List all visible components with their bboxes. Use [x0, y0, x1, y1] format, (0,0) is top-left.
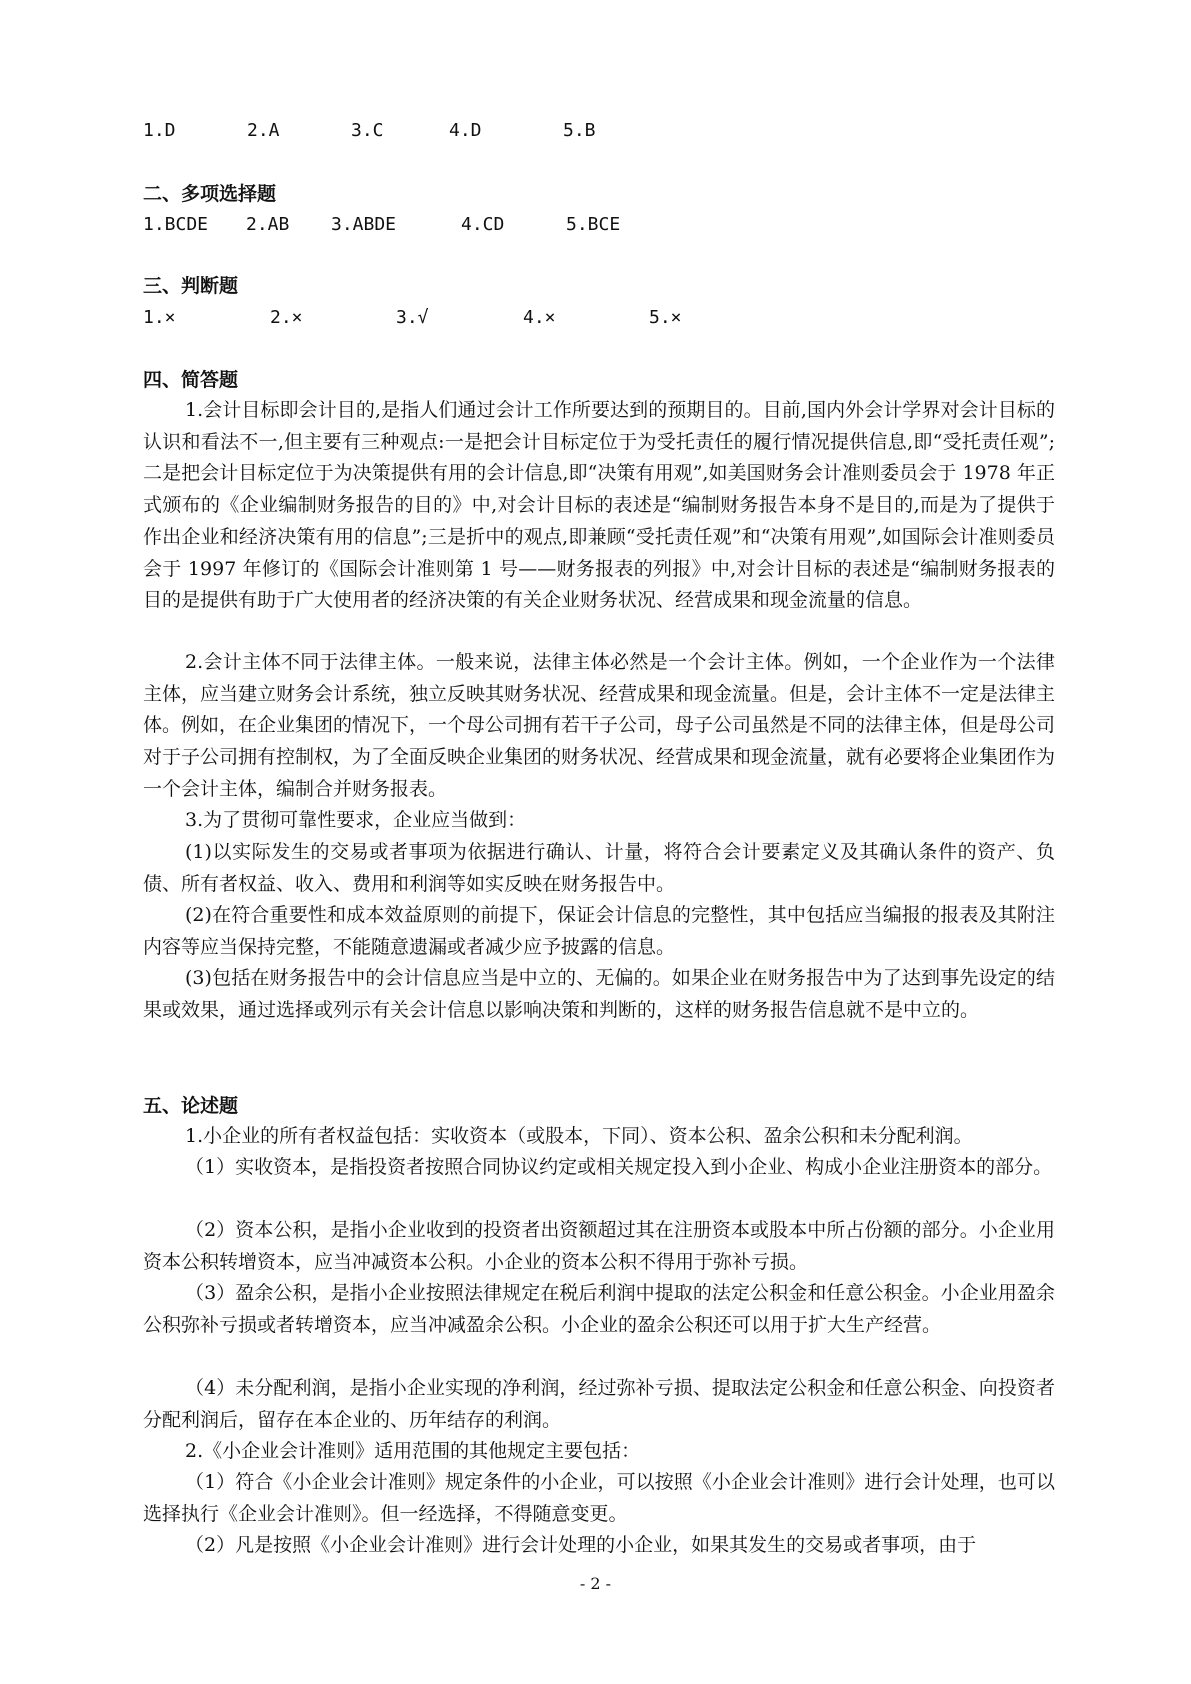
- paragraph: （2）资本公积，是指小企业收到的投资者出资额超过其在注册资本或股本中所占份额的部分。小企业用资本公积转增资本，应当冲减资本公积。小企业的资本公积不得用于弥补亏损。: [143, 1219, 1055, 1273]
- paragraph: 3.为了贯彻可靠性要求，企业应当做到：: [185, 809, 527, 831]
- paragraph: （3）盈余公积，是指小企业按照法律规定在税后利润中提取的法定公积金和任意公积金。小企业用盈余公积弥补亏损或者转增资本，应当冲减盈余公积。小企业的盈余公积还可以用于扩大生产经营。: [143, 1282, 1055, 1336]
- section-heading: 四、简答题: [143, 369, 239, 391]
- section-heading: 五、论述题: [143, 1095, 239, 1117]
- section-heading: 三、判断题: [143, 275, 239, 297]
- answer-item: 2.AB: [246, 214, 290, 235]
- paragraph: 1.小企业的所有者权益包括：实收资本（或股本，下同）、资本公积、盈余公积和未分配利润。: [185, 1125, 973, 1147]
- paragraph: 2.会计主体不同于法律主体。一般来说，法律主体必然是一个会计主体。例如，一个企业作为一个法律主体，应当建立财务会计系统，独立反映其财务状况、经营成果和现金流量。但是，会计主体不一定是法律主体。例如，在企业集团的情况下，一个母公司拥有若干子公司，母子公司虽然是不同的法律主体，但是母公司对于子公司拥有控制权，为了全面反映企业集团的财务状况、经营成果和现金流量，就有必要将企业集团作为一个会计主体，编制合并财务报表。: [143, 651, 1056, 800]
- section-heading: 二、多项选择题: [143, 183, 277, 205]
- answer-item: 2.×: [270, 307, 303, 328]
- paragraph: 2.《小企业会计准则》适用范围的其他规定主要包括：: [185, 1440, 641, 1462]
- answer-item: 4.D: [449, 120, 482, 141]
- paragraph: （1）实收资本，是指投资者按照合同协议约定或相关规定投入到小企业、构成小企业注册资本的部分。: [185, 1156, 1053, 1178]
- paragraph: (1)以实际发生的交易或者事项为依据进行确认、计量，将符合会计要素定义及其确认条件的资产、负债、所有者权益、收入、费用和利润等如实反映在财务报告中。: [143, 841, 1055, 895]
- answer-item: 5.×: [649, 307, 682, 328]
- paragraph: (3)包括在财务报告中的会计信息应当是中立的、无偏的。如果企业在财务报告中为了达到事先设定的结果或效果，通过选择或列示有关会计信息以影响决策和判断的，这样的财务报告信息就不是中立的。: [143, 967, 1055, 1021]
- answer-item: 1.×: [143, 307, 176, 328]
- paragraph: 1.会计目标即会计目的,是指人们通过会计工作所要达到的预期目的。目前,国内外会计学界对会计目标的认识和看法不一,但主要有三种观点:一是把会计目标定位于为受托责任的履行情况提供信息,即“受托责任观”;二是把会计目标定位于为决策提供有用的会计信息,即“决策有用观”,如美国财务会计准则委员会于 1978 年正式颁布的《企业编制财务报告的目的》中,对会计目标的表述是“编制财务报告本身不是目的,而是为了提供于作出企业和经济决策有用的信息”;三是折中的观点,即兼顾“受托责任观”和“决策有用观”,如国际会计准则委员会于 1997 年修订的《国际会计准则第 1 号——财务报表的列报》中,对会计目标的表述是“编制财务报表的目的是提供有助于广大使用者的经济决策的有关企业财务状况、经营成果和现金流量的信息。: [143, 399, 1055, 612]
- paragraph: （4）未分配利润，是指小企业实现的净利润，经过弥补亏损、提取法定公积金和任意公积金、向投资者分配利润后，留存在本企业的、历年结存的利润。: [143, 1377, 1055, 1431]
- answer-item: 2.A: [247, 120, 280, 141]
- answer-item: 3.ABDE: [331, 214, 397, 235]
- paragraph: （2）凡是按照《小企业会计准则》进行会计处理的小企业，如果其发生的交易或者事项，由于: [185, 1534, 977, 1556]
- answer-item: 4.×: [523, 307, 556, 328]
- answer-item: 4.CD: [461, 214, 505, 235]
- answer-item: 5.B: [563, 120, 596, 141]
- answer-item: 3.C: [351, 120, 384, 141]
- answer-item: 3.√: [396, 307, 429, 328]
- answer-item: 5.BCE: [566, 214, 621, 235]
- answer-item: 1.D: [143, 120, 176, 141]
- answer-item: 1.BCDE: [143, 214, 209, 235]
- page-number: - 2 -: [579, 1574, 612, 1593]
- paragraph: （1）符合《小企业会计准则》规定条件的小企业，可以按照《小企业会计准则》进行会计处理，也可以选择执行《企业会计准则》。但一经选择，不得随意变更。: [143, 1471, 1055, 1525]
- paragraph: (2)在符合重要性和成本效益原则的前提下，保证会计信息的完整性，其中包括应当编报的报表及其附注内容等应当保持完整，不能随意遗漏或者减少应予披露的信息。: [143, 904, 1055, 958]
